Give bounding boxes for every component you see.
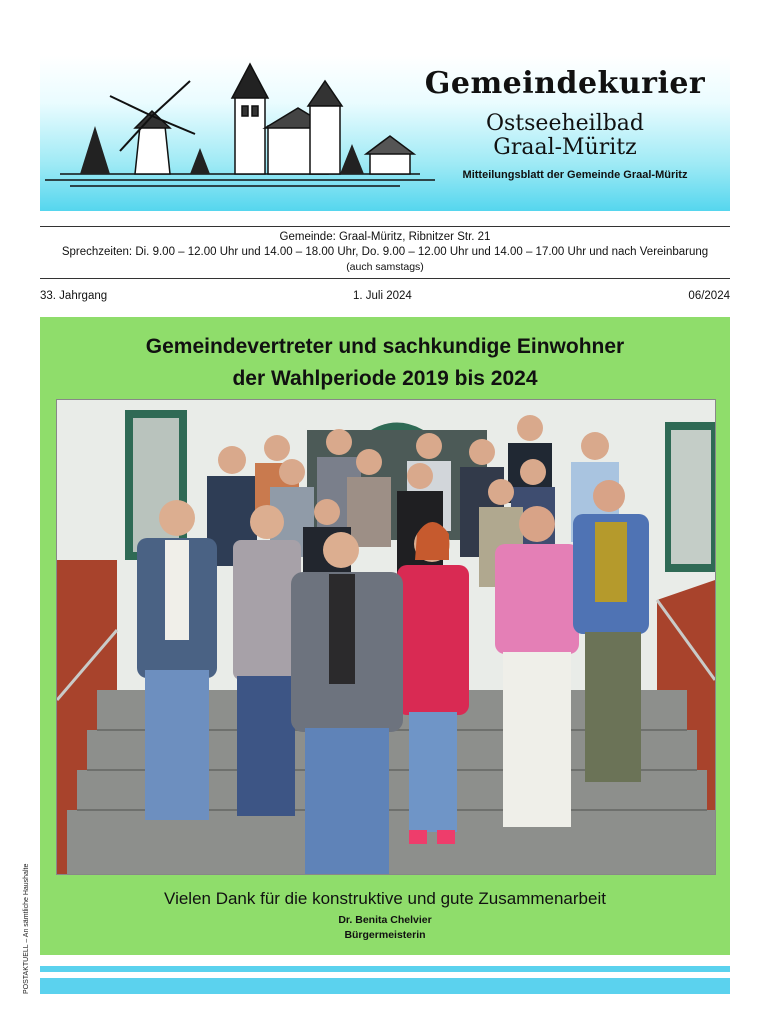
address-line: Gemeinde: Graal-Müritz, Ribnitzer Str. 21 — [279, 231, 491, 243]
feature-headline-line2: der Wahlperiode 2019 bis 2024 — [232, 367, 538, 390]
issue-meta — [40, 290, 730, 306]
issue-date: 1. Juli 2024 — [353, 290, 412, 302]
village-skyline-icon — [40, 56, 440, 211]
issue-volume: 33. Jahrgang — [40, 290, 108, 302]
footer-stripe-thick — [40, 978, 730, 994]
office-hours-note: (auch samstags) — [346, 261, 424, 273]
thanks-line: Vielen Dank für die konstruktive und gute Zusammenarbeit — [164, 889, 606, 908]
issue-number: 06/2024 — [688, 290, 730, 302]
feature-headline-line1: Gemeindevertreter und sachkundige Einwohner — [145, 335, 625, 358]
postal-note: POSTAKTUELL – An sämtliche Haushalte — [23, 863, 30, 994]
masthead-place-line2: Graal-Müritz — [493, 135, 637, 160]
signatory-title: Bürgermeisterin — [344, 929, 426, 941]
masthead-place — [430, 112, 700, 160]
feature-headline — [40, 331, 730, 395]
masthead — [40, 56, 730, 211]
masthead-place-line1: Ostseeheilbad — [485, 111, 645, 136]
group-photo-icon — [57, 400, 715, 874]
contact-info — [40, 226, 730, 279]
feature-box — [40, 317, 730, 955]
footer-stripe-thin — [40, 966, 730, 972]
masthead-tagline: Mitteilungsblatt der Gemeinde Graal-Müritz — [462, 169, 688, 181]
masthead-title: Gemeindekurier — [424, 66, 706, 101]
group-photo — [56, 399, 716, 875]
office-hours: Sprechzeiten: Di. 9.00 – 12.00 Uhr und 14.00 – 18.00 Uhr, Do. 9.00 – 12.00 Uhr und 14.00 – 17.00 Uhr und nach Vereinbarung — [61, 246, 709, 258]
signatory-name: Dr. Benita Chelvier — [338, 914, 432, 926]
